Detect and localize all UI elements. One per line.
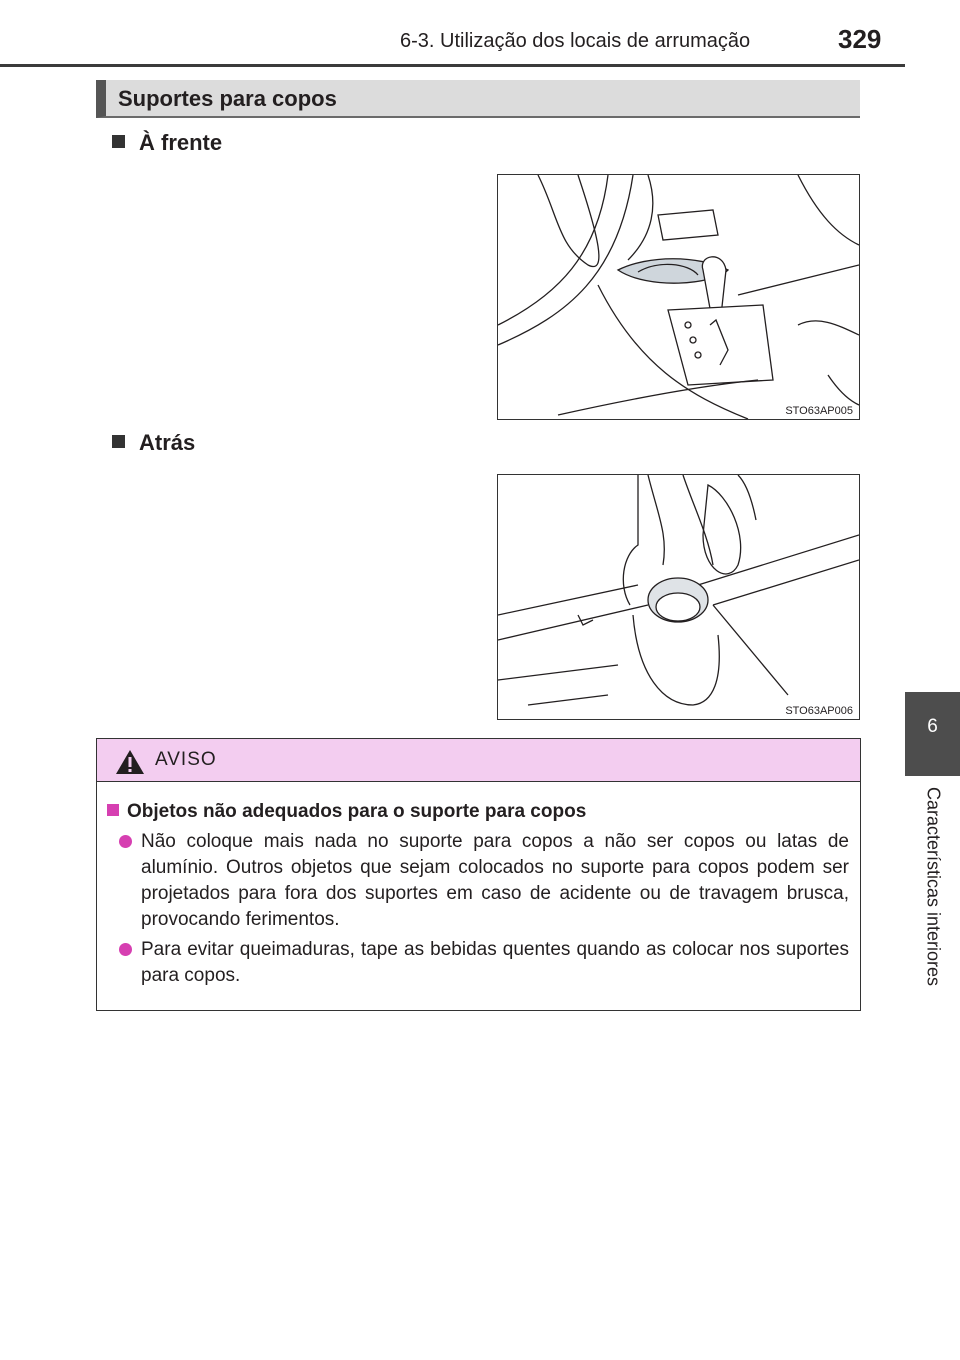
warning-title: AVISO [155,749,217,770]
section-heading-bar [96,80,860,118]
section-title: Suportes para copos [118,86,337,111]
warning-bullet-1-text: Não coloque mais nada no suporte para copos a não ser copos ou latas de alumínio. Outros objetos que sejam colocados no suporte para copos podem ser projetados para fora dos suportes em caso de acidente ou de travagem brusca, provocando ferimentos. [141,831,849,930]
figure-front-cupholder [497,174,860,420]
warning-heading [107,801,586,823]
page-number: 329 [838,24,882,54]
square-bullet-icon [112,135,125,148]
chapter-tab-number: 6 [905,692,960,776]
figure-rear-code: STO63AP006 [785,705,853,717]
warning-box [96,738,861,1011]
subsection-front [112,130,222,156]
warning-triangle-icon [115,749,145,775]
subsection-rear [112,430,195,456]
figure-front-code: STO63AP005 [785,405,853,417]
chapter-label-text: Características interiores [923,786,943,987]
square-bullet-icon [107,804,119,816]
warning-header [97,739,860,782]
warning-bullet-1 [119,829,849,933]
subsection-front-label: À frente [139,130,223,155]
round-bullet-icon [119,835,132,848]
header-section-title: 6-3. Utilização dos locais de arrumação [400,30,751,52]
header-rule [0,64,905,67]
warning-bullet-2 [119,937,849,989]
subsection-rear-label: Atrás [139,430,196,455]
warning-heading-text: Objetos não adequados para o suporte para copos [127,801,587,822]
square-bullet-icon [112,435,125,448]
round-bullet-icon [119,943,132,956]
figure-rear-cupholder [497,474,860,720]
chapter-tab-label [905,776,960,996]
warning-bullet-2-text: Para evitar queimaduras, tape as bebidas quentes quando as colocar nos suportes para copos. [141,939,849,986]
